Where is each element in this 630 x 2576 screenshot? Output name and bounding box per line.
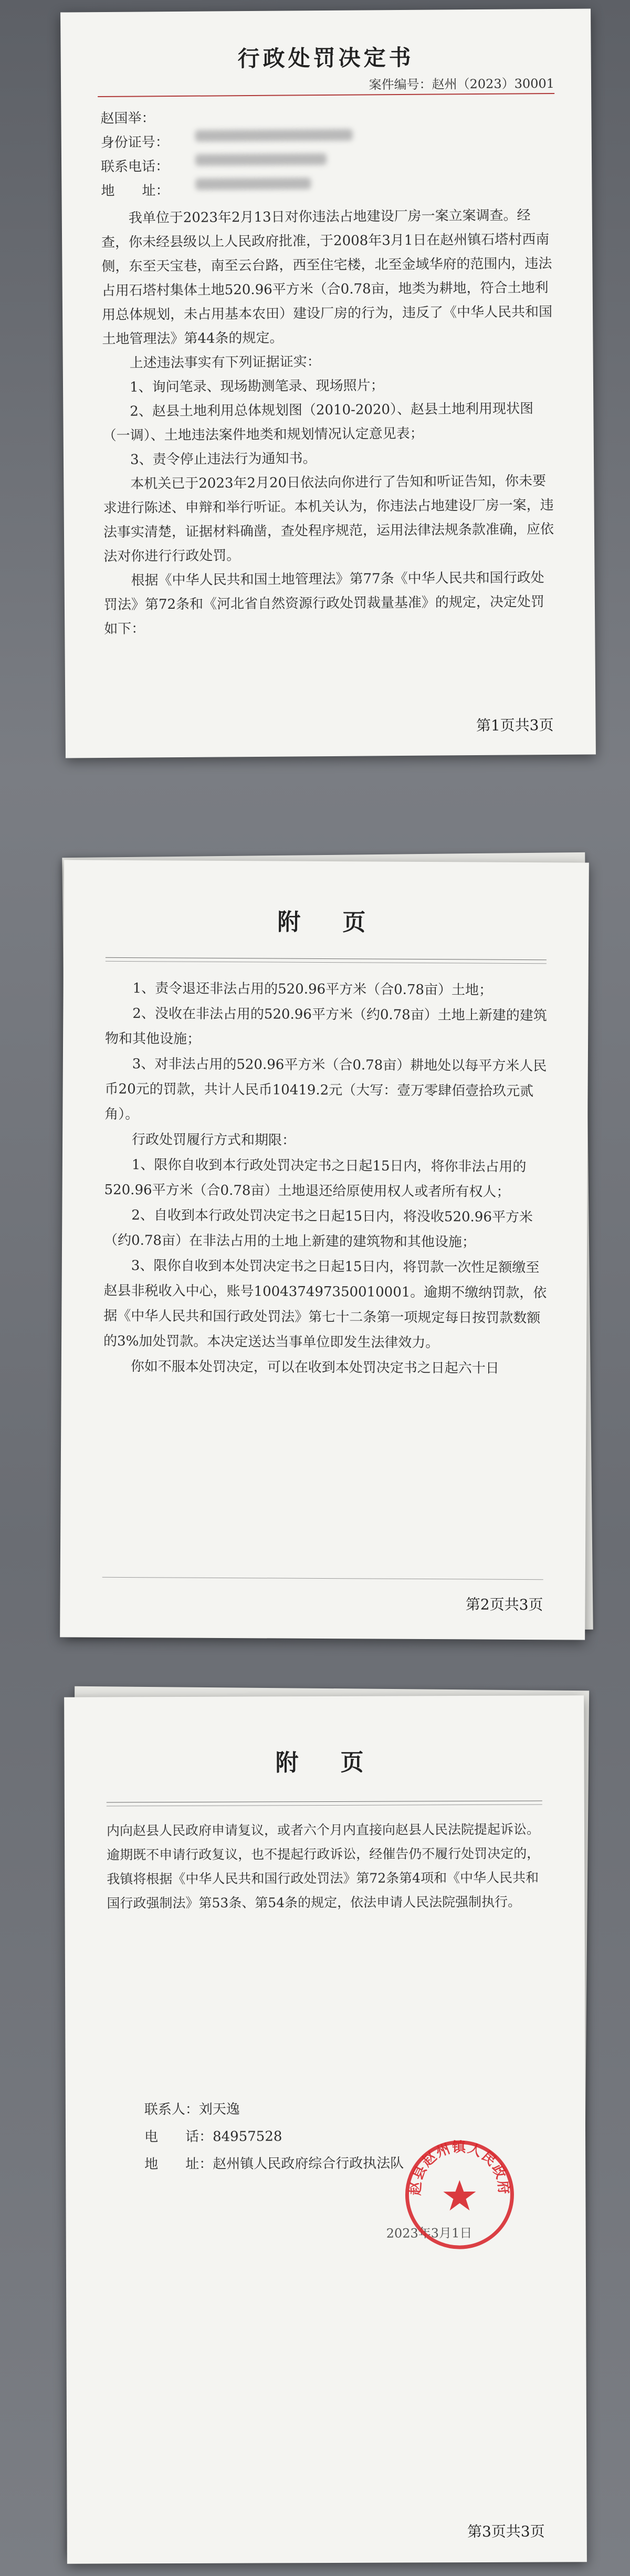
seal-text: 赵县赵州镇人民政府 — [407, 2140, 512, 2196]
heading-rule — [106, 957, 547, 960]
page-number: 第1页共3页 — [476, 716, 554, 735]
attachment-heading: 附 页 — [277, 909, 375, 936]
footer-rule — [102, 1577, 543, 1580]
contact-phone: 电 话：84957528 — [144, 2129, 282, 2145]
evidence-item-3: 3、责令停止违法行为通知书。 — [130, 451, 317, 468]
performance-item-2: 2、自收到本行政处罚决定书之日起15日内，将没收520.96平方米（约0.78亩）在非法占用的土地上新建的建筑物和其他设施； — [104, 1207, 533, 1250]
party-name-row — [100, 103, 554, 131]
document-page-1 — [60, 8, 596, 758]
penalty-item-1: 1、责令退还非法占用的520.96平方米（合0.78亩）土地； — [132, 981, 493, 998]
appeal-paragraph-end: 内向赵县人民政府申请复议，或者六个月内直接向赵县人民法院提起诉讼。逾期既不申请行政复议，也不提起行政诉讼，经催告仍不履行处罚决定的，我镇将根据《中华人民共和国行政处罚法》第72条第4项和《中华人民共和国行政强制法》第53条、第54条的规定，依法申请人民法院强制执行。 — [106, 1821, 540, 1911]
id-number-label: 身份证号： — [100, 134, 169, 151]
address-row — [101, 176, 555, 203]
evidence-intro: 上述违法事实有下列证据证实： — [129, 354, 321, 371]
attachment-heading: 附 页 — [275, 1749, 373, 1777]
title-divider — [98, 93, 554, 97]
contact-person: 联系人：刘天逸 — [144, 2101, 240, 2118]
case-number: 案件编号：赵州（2023）30001 — [369, 76, 555, 92]
page-3-body — [107, 1818, 545, 1916]
issue-date: 2023年3月1日 — [386, 2226, 472, 2241]
penalty-item-3: 3、对非法占用的520.96平方米（合0.78亩）耕地处以每平方米人民币20元的罚款，共计人民币10419.2元（大写：壹万零肆佰壹拾玖元贰角）。 — [104, 1056, 547, 1123]
legal-basis-paragraph: 根据《中华人民共和国土地管理法》第77条《中华人民共和国行政处罚法》第72条和《河北省自然资源行政处罚裁量基准》的规定，决定处罚如下： — [103, 570, 545, 637]
performance-item-1: 1、限你自收到本行政处罚决定书之日起15日内，将你非法占用的520.96平方米（合0.78亩）土地退还给原使用权人或者所有权人； — [104, 1157, 527, 1200]
document-page-2 — [60, 860, 589, 1640]
heading-rule — [107, 1801, 542, 1803]
official-seal-icon — [402, 2137, 518, 2253]
page-1-body — [101, 203, 559, 641]
evidence-item-1: 1、询问笔录、现场勘测笔录、现场照片； — [129, 378, 384, 395]
heading-rule-thin — [106, 961, 547, 964]
penalty-item-2: 2、没收在非法占用的520.96平方米（约0.78亩）土地上新建的建筑物和其他设施； — [105, 1006, 547, 1047]
address-label: 地 址： — [101, 183, 170, 200]
redacted-phone — [195, 153, 327, 166]
performance-item-3: 3、限你自收到本处罚决定书之日起15日内，将罚款一次性足额缴至赵县非税收入中心，账号100437497350010001。逾期不缴纳罚款，依据《中华人民共和国行政处罚法》第七十二条第一项规定每日按罚款数额的3%加处罚款。本决定送达当事单位即发生法律效力。 — [103, 1258, 547, 1351]
document-title: 行政处罚决定书 — [237, 44, 414, 72]
phone-row — [101, 152, 555, 179]
page-2-body — [103, 976, 549, 1381]
contact-address: 地 址：赵州镇人民政府综合行政执法队 — [144, 2155, 404, 2173]
heading-rule-thin — [107, 1805, 542, 1807]
redacted-id-number — [195, 129, 353, 142]
page-number: 第2页共3页 — [465, 1595, 543, 1614]
document-page-3 — [64, 1695, 587, 2563]
party-name-label: 赵国举： — [100, 110, 155, 127]
party-info — [100, 103, 555, 203]
notification-paragraph: 本机关已于2023年2月20日依法向你进行了告知和听证告知，你未要求进行陈述、申辩和举行听证。本机关认为，你违法占地建设厂房一案，违法事实清楚，证据材料确凿，查处程序规范，运用法律法规条款准确，应依法对你进行行政处罚。 — [103, 473, 554, 565]
appeal-paragraph-start: 你如不服本处罚决定，可以在收到本处罚决定书之日起六十日 — [130, 1359, 499, 1376]
performance-heading: 行政处罚履行方式和期限： — [132, 1132, 296, 1149]
page-number: 第3页共3页 — [467, 2522, 545, 2541]
redacted-address — [195, 178, 311, 190]
case-facts-paragraph: 我单位于2023年2月13日对你违法占地建设厂房一案立案调查。经查，你未经县级以上人民政府批准，于2008年3月1日在赵州镇石塔村西南侧，东至天宝巷，南至云台路，西至住宅楼，北至金域华府的范围内，违法占用石塔村集体土地520.96平方米（合0.78亩，地类为耕地，符合土地利用总体规划，未占用基本农田）建设厂房的行为，违反了《中华人民共和国土地管理法》第44条的规定。 — [101, 207, 553, 348]
id-number-row — [101, 128, 555, 155]
evidence-item-2: 2、赵县土地利用总体规划图（2010-2020）、赵县土地利用现状图（一调）、土地违法案件地类和规划情况认定意见表； — [102, 401, 534, 444]
phone-label: 联系电话： — [101, 159, 170, 175]
